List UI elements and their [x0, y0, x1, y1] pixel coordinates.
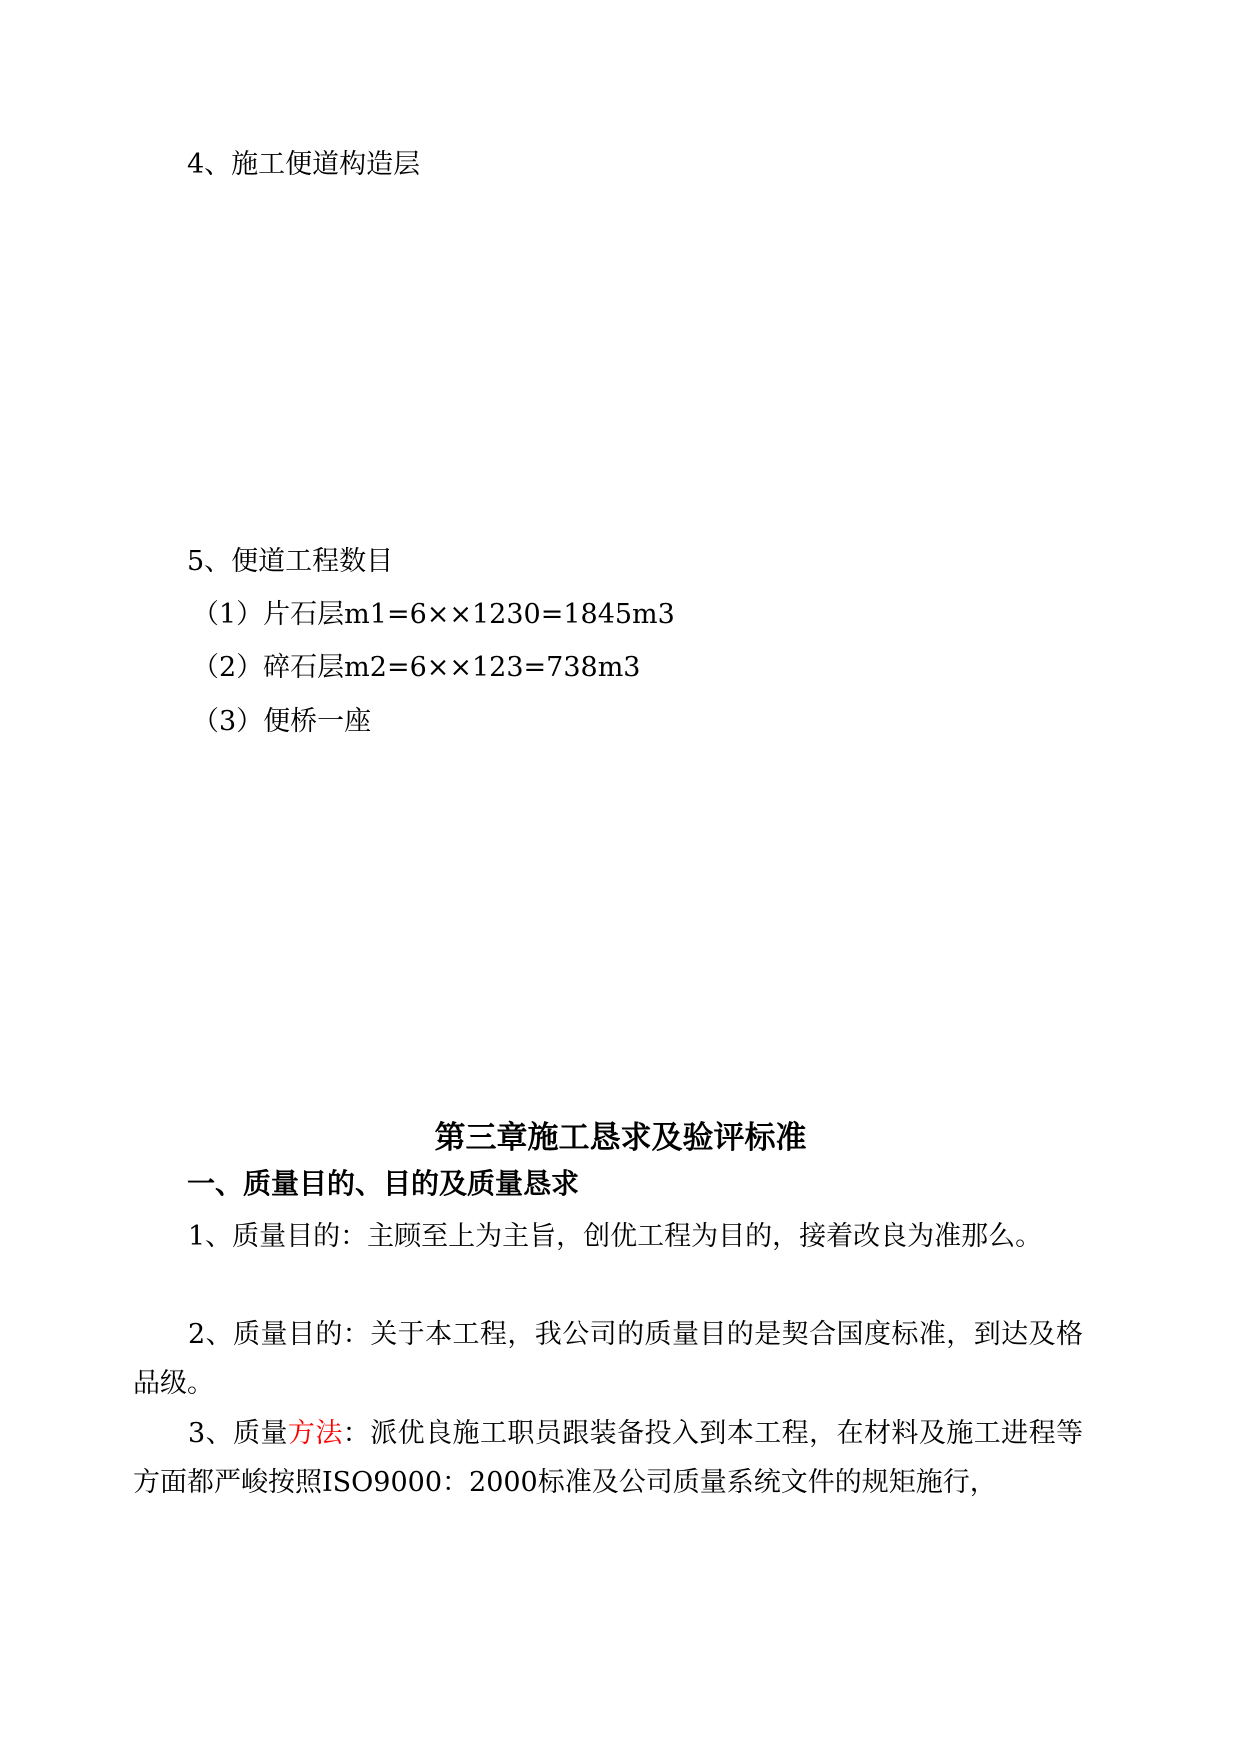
quality-paragraph-1: 1、质量目的：主顾至上为主旨，创优工程为目的，接着改良为准那么。 — [188, 1221, 1043, 1252]
section4-heading: 4、施工便道构造层 — [187, 149, 421, 180]
quality-section-title: 一、质量目的、目的及质量恳求 — [187, 1167, 580, 1200]
quality-paragraph-3 — [133, 1409, 1083, 1507]
section5-item-3: （3）便桥一座 — [192, 706, 372, 737]
quality-paragraph-3-highlight: 方法 — [287, 1418, 343, 1449]
section5-heading: 5、便道工程数目 — [187, 546, 394, 577]
quality-paragraph-2: 2、质量目的：关于本工程，我公司的质量目的是契合国度标准，到达及格品级。 — [133, 1319, 1083, 1399]
section5-item-1: （1）片石层m1=6××1230=1845m3 — [192, 599, 675, 630]
chapter-title: 第三章施工恳求及验评标准 — [434, 1120, 807, 1156]
quality-paragraph-3-rest: ：派优良施工职员跟装备投入到本工程，在材料及施工进程等方面都严峻按照ISO9000：2000标准及公司质量系统文件的规矩施行， — [133, 1418, 1084, 1498]
quality-paragraph-3-prefix: 3、质量 — [188, 1418, 288, 1449]
section5-item-2: （2）碎石层m2=6××123=738m3 — [192, 652, 641, 683]
